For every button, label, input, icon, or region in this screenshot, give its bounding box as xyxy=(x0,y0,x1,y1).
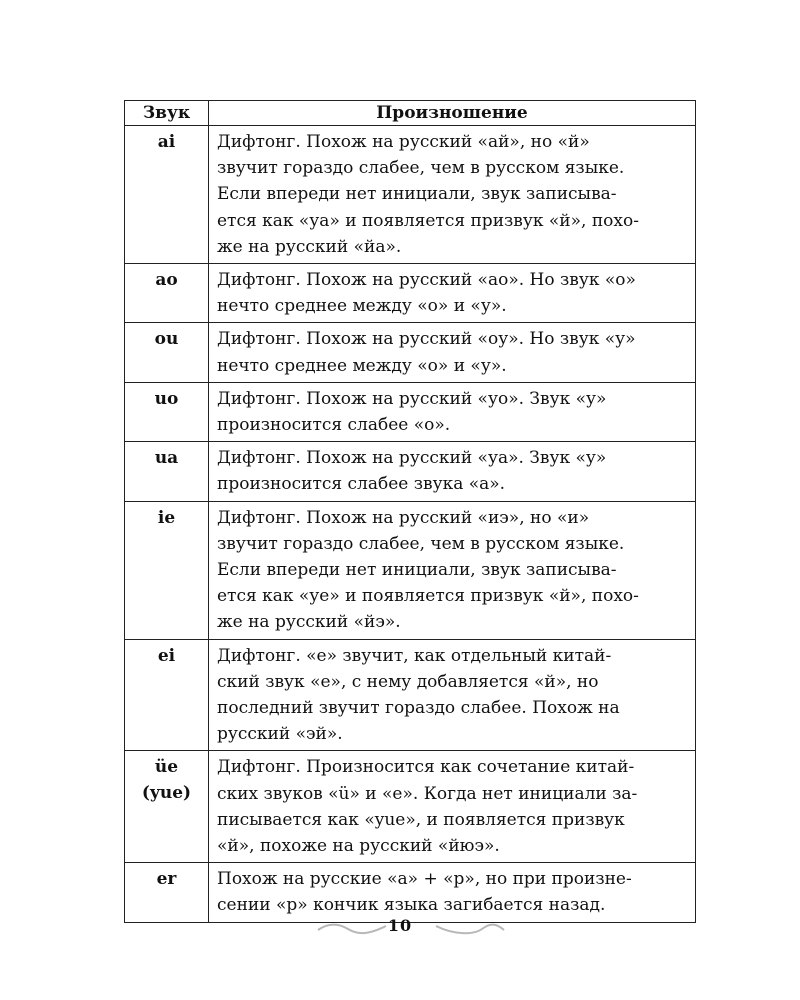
pronunciation-line: писывается как «yue», и появляется призвук xyxy=(217,809,625,830)
pronunciation-cell xyxy=(209,264,696,323)
sound-cell xyxy=(125,501,209,639)
pronunciation-line: нечто среднее между «о» и «у». xyxy=(217,296,507,317)
sound-label: ua xyxy=(154,448,179,469)
pronunciation-line: произносится слабее звука «а». xyxy=(217,474,506,495)
pronunciation-line: «й», похоже на русский «йюэ». xyxy=(217,836,500,857)
pronunciation-line: Дифтонг. Похож на русский «ай», но «й» xyxy=(217,132,590,152)
page-number: 10 xyxy=(387,916,413,935)
pronunciation-line: последний звучит гораздо слабее. Похож на xyxy=(217,698,620,719)
sound-cell xyxy=(125,126,209,264)
pronunciation-line: ский звук «е», с нему добавляется «й», но xyxy=(217,671,599,692)
pronunciation-line: Если впереди нет инициали, звук записыва- xyxy=(217,184,617,205)
pronunciation-line: русский «эй». xyxy=(217,724,343,745)
pronunciation-line: Если впереди нет инициали, звук записыва- xyxy=(217,560,617,581)
pronunciation-line: Дифтонг. Произносится как сочетание китай- xyxy=(217,757,635,778)
sound-label: ei xyxy=(157,645,176,666)
pronunciation-line: звучит гораздо слабее, чем в русском языке. xyxy=(217,158,625,179)
sound-label: er xyxy=(156,869,177,890)
pronunciation-cell xyxy=(209,639,696,751)
sound-cell xyxy=(125,442,209,501)
pronunciation-cell xyxy=(209,442,696,501)
table-row xyxy=(125,264,696,323)
pronunciation-line: ется как «уе» и появляется призвук «й», похо- xyxy=(217,586,639,607)
table-row xyxy=(125,751,696,863)
pronunciation-cell xyxy=(209,751,696,863)
pronunciation-cell xyxy=(209,501,696,639)
page-footer xyxy=(0,912,800,946)
pronunciation-line: Дифтонг. Похож на русский «уо». Звук «у» xyxy=(217,388,607,409)
sound-cell xyxy=(125,264,209,323)
pronunciation-line: произносится слабее «о». xyxy=(217,415,451,436)
table-row xyxy=(125,501,696,639)
table-row xyxy=(125,382,696,441)
pronunciation-line: Дифтонг. Похож на русский «уа». Звук «у» xyxy=(217,448,607,469)
right-wave-ornament xyxy=(434,922,506,936)
pronunciation-line: же на русский «йа». xyxy=(217,236,402,257)
column-header-pronunciation: Произношение xyxy=(209,101,696,126)
pronunciation-cell xyxy=(209,323,696,382)
sound-cell xyxy=(125,323,209,382)
table-row xyxy=(125,639,696,751)
sound-label: uo xyxy=(154,388,179,409)
pronunciation-cell xyxy=(209,382,696,441)
column-header-sound: Звук xyxy=(125,101,209,126)
pronunciation-line: же на русский «йэ». xyxy=(217,612,401,633)
sound-label: üe xyxy=(154,757,179,778)
pronunciation-line: Похож на русские «а» + «р», но при произне- xyxy=(217,869,632,890)
sound-label: ao xyxy=(155,270,178,291)
table-row xyxy=(125,442,696,501)
pronunciation-line: Дифтонг. «е» звучит, как отдельный китай- xyxy=(217,645,612,666)
pronunciation-table xyxy=(124,100,696,923)
table-row xyxy=(125,323,696,382)
pronunciation-line: ских звуков «ü» и «е». Когда нет инициали за- xyxy=(217,783,638,804)
sound-label: ie xyxy=(157,507,176,528)
pronunciation-line: сении «р» кончик языка загибается назад. xyxy=(217,895,606,916)
pronunciation-line: Дифтонг. Похож на русский «ао». Но звук «о» xyxy=(217,270,636,291)
sound-label: ou xyxy=(154,329,179,350)
table-row xyxy=(125,126,696,264)
pronunciation-line: Дифтонг. Похож на русский «оу». Но звук «у» xyxy=(217,329,636,350)
pronunciation-line: звучит гораздо слабее, чем в русском языке. xyxy=(217,533,625,554)
sound-label: (yue) xyxy=(141,783,192,804)
sound-cell xyxy=(125,751,209,863)
sound-cell xyxy=(125,382,209,441)
table-header-row xyxy=(125,101,696,126)
pronunciation-cell xyxy=(209,126,696,264)
sound-cell xyxy=(125,639,209,751)
sound-label: ai xyxy=(157,132,176,152)
pronunciation-line: ется как «уа» и появляется призвук «й», похо- xyxy=(217,210,639,231)
pronunciation-line: Дифтонг. Похож на русский «иэ», но «и» xyxy=(217,507,590,528)
pronunciation-line: нечто среднее между «о» и «у». xyxy=(217,355,507,376)
